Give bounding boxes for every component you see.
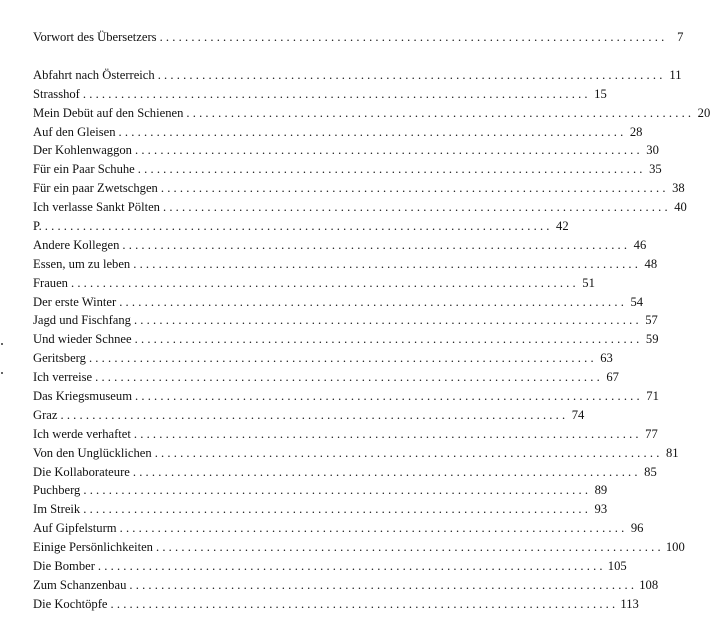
toc-entry: [33, 519, 644, 538]
toc-entry-title: Die Kochtöpfe: [33, 596, 108, 611]
toc-entry: [33, 425, 658, 444]
dot-leader: ................................................................................: [133, 313, 642, 328]
dot-leader: ................................................................................: [134, 143, 643, 158]
toc-entry: [33, 406, 585, 425]
toc-entry-title: Puchberg: [33, 483, 81, 498]
dot-leader: ................................................................................: [133, 426, 642, 441]
toc-entry-page: 93: [594, 502, 608, 517]
toc-entry-page: 85: [644, 464, 657, 479]
toc-entry-title: Zum Schanzenbau: [33, 577, 127, 592]
toc-entry-page: 54: [630, 294, 644, 309]
toc-entry: [33, 104, 710, 123]
dot-leader: ................................................................................: [83, 483, 592, 498]
toc-entry: [33, 311, 658, 330]
toc-entry: [33, 274, 595, 293]
toc-entry-title: Der Kohlenwaggon: [33, 143, 132, 158]
toc-entry-page: 81: [665, 445, 679, 460]
dot-leader: ................................................................................: [135, 389, 643, 404]
toc-entry-title: Und wieder Schnee: [33, 332, 132, 347]
dot-leader: ................................................................................: [159, 30, 668, 44]
dot-leader: ................................................................................: [129, 577, 638, 592]
toc-entry-title: Auf den Gleisen: [33, 124, 116, 139]
dot-leader: ................................................................................: [97, 559, 606, 574]
toc-entry: [33, 444, 679, 463]
toc-entry: [33, 123, 643, 142]
toc-entry: [33, 179, 685, 198]
toc-entry: [33, 595, 639, 614]
toc-entry-page: 28: [629, 124, 643, 139]
dot-leader: ................................................................................: [119, 294, 628, 309]
toc-entry-page: 57: [645, 313, 658, 328]
toc-entry-list: [33, 66, 710, 614]
toc-entry-title: Strasshof: [33, 86, 80, 101]
toc-entry-page: 74: [571, 407, 585, 422]
toc-entry-page: 48: [644, 256, 658, 271]
toc-entry-page: 71: [646, 389, 659, 404]
toc-entry-title: Für ein Paar Schuhe: [33, 162, 135, 177]
dot-leader: ................................................................................: [162, 200, 671, 215]
toc-entry-page: 105: [607, 559, 627, 574]
toc-entry-page: 108: [639, 577, 659, 592]
toc-entry-page: 59: [645, 332, 659, 347]
toc-entry-page: 77: [645, 426, 658, 441]
toc-entry-title: Das Kriegsmuseum: [33, 389, 132, 404]
toc-entry: [33, 255, 658, 274]
toc-entry-title: Essen, um zu leben: [33, 256, 131, 271]
toc-entry-title: Graz: [33, 407, 58, 422]
dot-leader: ................................................................................: [110, 596, 619, 611]
dot-leader: ................................................................................: [155, 540, 664, 555]
toc-entry-title: Abfahrt nach Österreich: [33, 67, 155, 82]
dot-leader: ................................................................................: [118, 124, 627, 139]
toc-entry-title: Ich verlasse Sankt Pölten: [33, 200, 160, 215]
margin-mark: [1, 372, 3, 374]
toc-entry-page: 100: [665, 540, 685, 555]
toc-entry-title: Geritsberg: [33, 351, 86, 366]
toc-entry: [33, 198, 687, 217]
dot-leader: ................................................................................: [160, 181, 669, 196]
toc-entry: [33, 368, 619, 387]
toc-entry-page: 96: [630, 521, 644, 536]
dot-leader: ................................................................................: [154, 445, 663, 460]
toc-entry-page: 15: [594, 86, 607, 101]
table-of-contents: [33, 28, 710, 614]
dot-leader: ................................................................................: [60, 407, 569, 422]
toc-entry-title: Einige Persönlichkeiten: [33, 540, 153, 555]
margin-marks: [0, 0, 8, 620]
toc-entry-title: Die Bomber: [33, 559, 95, 574]
toc-entry: [33, 463, 657, 482]
toc-entry-page: 38: [672, 181, 685, 196]
toc-entry-page: 63: [600, 351, 613, 366]
dot-leader: ................................................................................: [83, 502, 592, 517]
toc-entry-title: Im Streik: [33, 502, 81, 517]
toc-entry-page: 7: [677, 30, 684, 44]
toc-entry: [33, 217, 569, 236]
toc-entry: [33, 500, 608, 519]
dot-leader: ................................................................................: [44, 219, 553, 234]
toc-entry-page: 51: [582, 275, 595, 290]
dot-leader: ................................................................................: [70, 275, 579, 290]
toc-entry-title: Von den Unglücklichen: [33, 445, 152, 460]
toc-entry: [33, 236, 647, 255]
dot-leader: ................................................................................: [82, 86, 591, 101]
toc-entry-title: Frauen: [33, 275, 68, 290]
dot-leader: ................................................................................: [132, 464, 641, 479]
toc-entry-title: Jagd und Fischfang: [33, 313, 131, 328]
toc-entry: [33, 66, 682, 85]
toc-entry-page: 20: [697, 105, 710, 120]
toc-entry: [33, 330, 659, 349]
dot-leader: ................................................................................: [186, 105, 695, 120]
toc-entry-title: Der erste Winter: [33, 294, 117, 309]
toc-entry: [33, 349, 613, 368]
dot-leader: ................................................................................: [134, 332, 643, 347]
dot-leader: ................................................................................: [88, 351, 597, 366]
toc-entry-page: 30: [646, 143, 659, 158]
toc-entry: [33, 141, 659, 160]
toc-entry-title: P.: [33, 219, 42, 234]
toc-entry: [33, 293, 644, 312]
toc-entry-title: Ich verreise: [33, 370, 93, 385]
toc-entry-title: Andere Kollegen: [33, 237, 120, 252]
dot-leader: ................................................................................: [122, 237, 631, 252]
toc-entry-page: 46: [633, 237, 647, 252]
toc-entry: [33, 85, 607, 104]
margin-mark: [1, 343, 3, 345]
toc-entry-title: Ich werde verhaftet: [33, 426, 131, 441]
dot-leader: ................................................................................: [157, 67, 666, 82]
toc-entry: [33, 160, 662, 179]
dot-leader: ................................................................................: [95, 370, 603, 385]
toc-entry-page: 40: [674, 200, 687, 215]
toc-entry-page: 89: [594, 483, 608, 498]
dot-leader: ................................................................................: [137, 162, 646, 177]
toc-entry-title: Die Kollaborateure: [33, 464, 130, 479]
toc-entry: [33, 557, 627, 576]
toc-entry-title: Auf Gipfelsturm: [33, 521, 117, 536]
toc-entry-title: Vorwort des Übersetzers: [33, 30, 157, 44]
toc-entry: [33, 481, 608, 500]
toc-entry-title: Mein Debüt auf den Schienen: [33, 105, 184, 120]
dot-leader: ................................................................................: [119, 521, 628, 536]
toc-entry-page: 113: [620, 596, 639, 611]
toc-entry-page: 35: [649, 162, 662, 177]
toc-entry: [33, 576, 659, 595]
toc-entry-page: 42: [556, 219, 569, 234]
toc-entry-title: Für ein paar Zwetschgen: [33, 181, 158, 196]
toc-entry: [33, 538, 685, 557]
dot-leader: ................................................................................: [133, 256, 642, 271]
toc-entry-preface: [33, 28, 684, 47]
toc-entry: [33, 387, 659, 406]
toc-entry-page: 67: [606, 370, 619, 385]
toc-entry-page: 11: [669, 67, 682, 82]
